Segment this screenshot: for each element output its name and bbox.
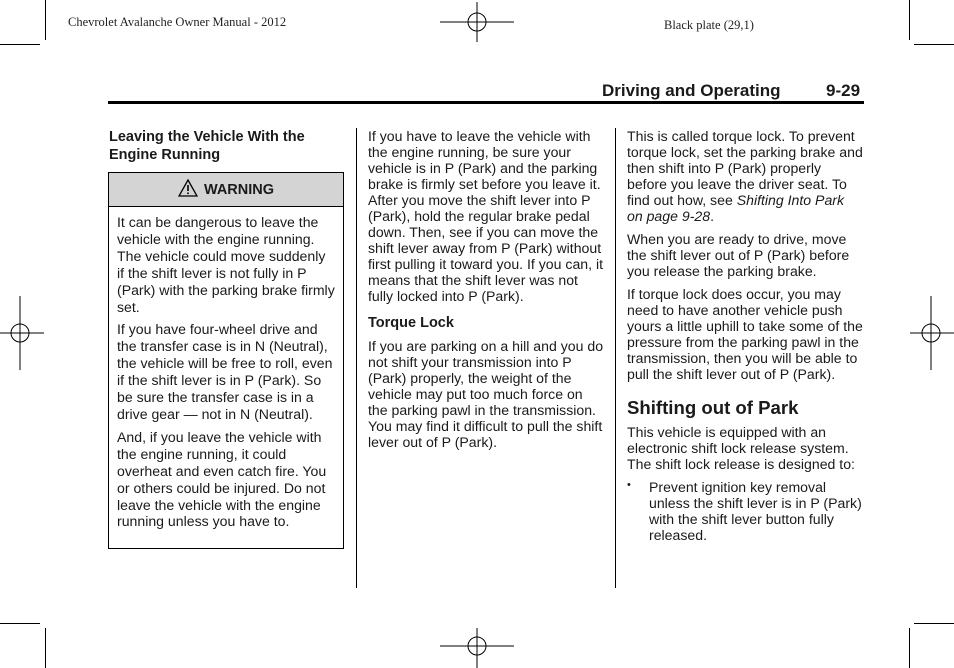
warning-box xyxy=(108,172,344,549)
crop-mark xyxy=(914,623,954,624)
print-header-right: Black plate (29,1) xyxy=(664,18,754,32)
registration-crosshair-icon xyxy=(0,296,44,370)
body-text: This is called torque lock. To prevent torque lock, set the parking brake and then shift into P (Park) properly before you leave the driver seat. To find out how, see xyxy=(627,128,863,208)
warning-triangle-icon xyxy=(178,179,198,197)
body-paragraph: This vehicle is equipped with an electronic shift lock release system. The shift lock release is designed to: xyxy=(627,424,855,472)
crop-mark xyxy=(909,0,910,40)
warning-body xyxy=(109,207,343,530)
column-3 xyxy=(627,128,863,543)
cross-reference-page: on page 9-28 xyxy=(627,208,711,224)
registration-crosshair-icon xyxy=(910,296,954,370)
crop-mark xyxy=(0,44,40,45)
running-head-page: 9-29 xyxy=(826,81,861,100)
warning-paragraph: And, if you leave the vehicle with the engine running, it could overheat and even catch fire. You or others could be injured. Do not leave the vehicle with the engine running unless you have to. xyxy=(117,428,327,530)
column-1 xyxy=(109,128,345,170)
column-divider xyxy=(356,128,357,588)
body-paragraph: If you are parking on a hill and you do not shift your transmission into P (Park) properly, the weight of the vehicle may put too much force on the parking pawl in the transmission. You may find it difficult to pull the shift lever out of P (Park). xyxy=(368,338,604,450)
body-paragraph: When you are ready to drive, move the shift lever out of P (Park) before you release the parking brake. xyxy=(627,231,850,279)
warning-header xyxy=(109,173,343,207)
crop-mark xyxy=(45,0,46,40)
column-2 xyxy=(368,128,606,457)
body-text: . xyxy=(710,208,714,224)
column-divider xyxy=(615,128,616,588)
print-header-left: Chevrolet Avalanche Owner Manual - 2012 xyxy=(68,15,287,29)
registration-crosshair-icon xyxy=(440,2,514,46)
section-heading: Leaving the Vehicle With the Engine Running xyxy=(109,129,305,163)
crop-mark xyxy=(914,44,954,45)
warning-paragraph: It can be dangerous to leave the vehicle with the engine running. The vehicle could move suddenly if the shift lever is not fully in P (Park) with the parking brake firmly set. xyxy=(117,214,335,315)
warning-title: WARNING xyxy=(203,181,275,198)
crop-mark xyxy=(909,628,910,668)
body-paragraph xyxy=(627,128,863,224)
header-rule xyxy=(108,101,864,104)
warning-paragraph: If you have four-wheel drive and the transfer case is in N (Neutral), the vehicle will be free to roll, even if the shift lever is in P (Park). So be sure the transfer case is in a drive gear — not in N (Neutral). xyxy=(117,321,333,422)
body-paragraph: If you have to leave the vehicle with the engine running, be sure your vehicle is in P (Park) and the parking brake is firmly set before you leave it. After you move the shift lever into P (Park), hold the regular brake pedal down. Then, see if you can move the shift lever away from P (Park) without first pulling it toward you. If you can, it means that the shift lever was not fully locked into P (Park). xyxy=(368,128,604,304)
body-paragraph: If torque lock does occur, you may need to have another vehicle push yours a little uphill to take some of the pressure from the parking pawl in the transmission, then you will be able to pull the shift lever out of P (Park). xyxy=(627,286,863,382)
cross-reference-link[interactable]: Shifting Into Park xyxy=(736,192,845,208)
list-item-text: Prevent ignition key removal unless the shift lever is in P (Park) with the shift lever button fully released. xyxy=(649,479,862,543)
registration-crosshair-icon xyxy=(440,624,514,668)
running-head-section: Driving and Operating xyxy=(602,81,781,100)
crop-mark xyxy=(0,623,40,624)
section-heading: Torque Lock xyxy=(368,315,454,331)
bullet-glyph: • xyxy=(627,479,631,491)
bullet-list xyxy=(627,479,863,543)
major-heading: Shifting out of Park xyxy=(627,397,799,418)
list-item xyxy=(627,479,863,543)
crop-mark xyxy=(45,628,46,668)
